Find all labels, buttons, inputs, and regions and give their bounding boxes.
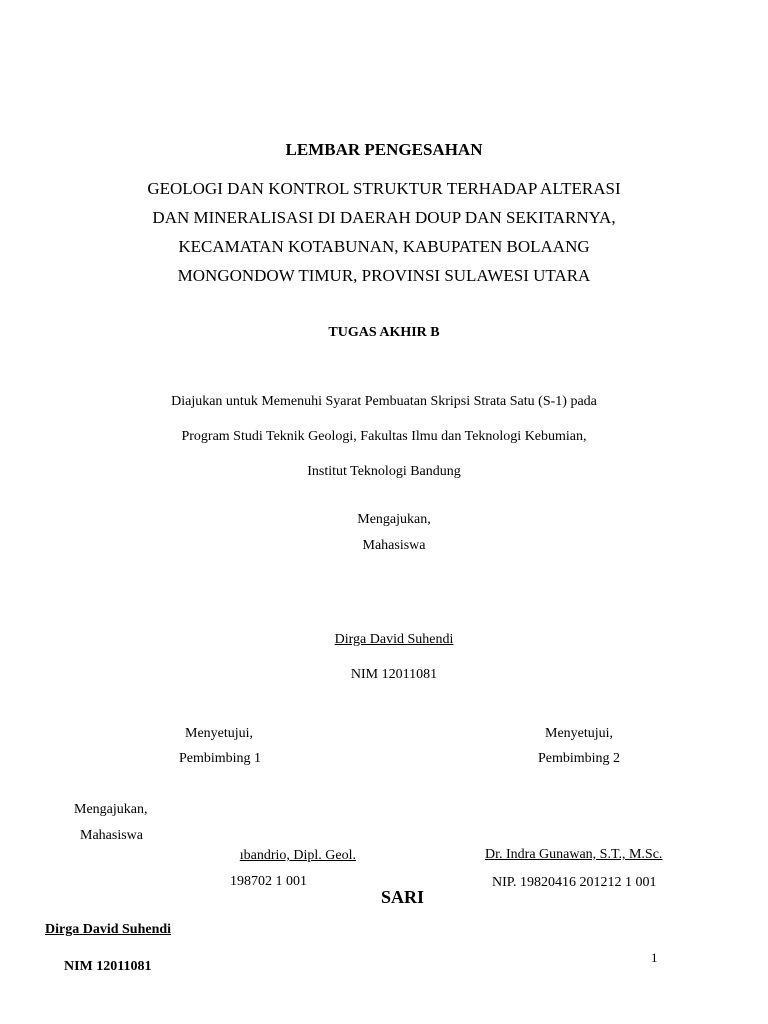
student-name: Dirga David Suhendi <box>334 632 454 647</box>
thesis-title-line-3: KECAMATAN KOTABUNAN, KABUPATEN BOLAANG <box>178 237 590 256</box>
abstract-heading: SARI <box>381 887 425 907</box>
submit-label: Mengajukan, <box>357 512 431 527</box>
purpose-line-2: Program Studi Teknik Geologi, Fakultas Ilmu dan Teknologi Kebumian, <box>181 429 587 444</box>
purpose-line-3: Institut Teknologi Bandung <box>307 464 461 479</box>
thesis-title-line-2: DAN MINERALISASI DI DAERAH DOUP DAN SEKITARNYA, <box>152 208 616 227</box>
student-nim: NIM 12011081 <box>350 667 438 682</box>
supervisor-1-signature-block <box>228 844 368 894</box>
thesis-title-line-1: GEOLOGI DAN KONTROL STRUKTUR TERHADAP ALTERASI <box>147 179 621 198</box>
page-number: 1 <box>651 950 658 965</box>
page-title: LEMBAR PENGESAHAN <box>285 140 483 159</box>
supervisor-2-approve-label: Menyetujui, <box>545 726 614 741</box>
overlay-student-nim: NIM 12011081 <box>64 959 152 974</box>
overlay-student-name: Dirga David Suhendi <box>45 922 172 937</box>
supervisor-2-nip: NIP. 19820416 201212 1 001 <box>492 875 657 890</box>
supervisor-1-nip: 198702 1 001 <box>230 874 307 889</box>
supervisor-1-name: ıbandrio, Dipl. Geol. <box>239 848 356 863</box>
supervisor-2-name: Dr. Indra Gunawan, S.T., M.Sc. <box>485 847 663 862</box>
supervisor-1-approve-label: Menyetujui, <box>185 726 254 741</box>
student-role-label: Mahasiswa <box>362 538 426 553</box>
thesis-title-line-4: MONGONDOW TIMUR, PROVINSI SULAWESI UTARA <box>177 266 591 285</box>
overlay-submit-label: Mengajukan, <box>74 802 148 817</box>
supervisor-1-role: Pembimbing 1 <box>179 751 262 766</box>
thesis-type: TUGAS AKHIR B <box>328 325 440 340</box>
overlay-role-label: Mahasiswa <box>80 828 143 843</box>
supervisor-2-role: Pembimbing 2 <box>538 751 621 766</box>
purpose-line-1: Diajukan untuk Memenuhi Syarat Pembuatan Skripsi Strata Satu (S-1) pada <box>171 394 597 409</box>
